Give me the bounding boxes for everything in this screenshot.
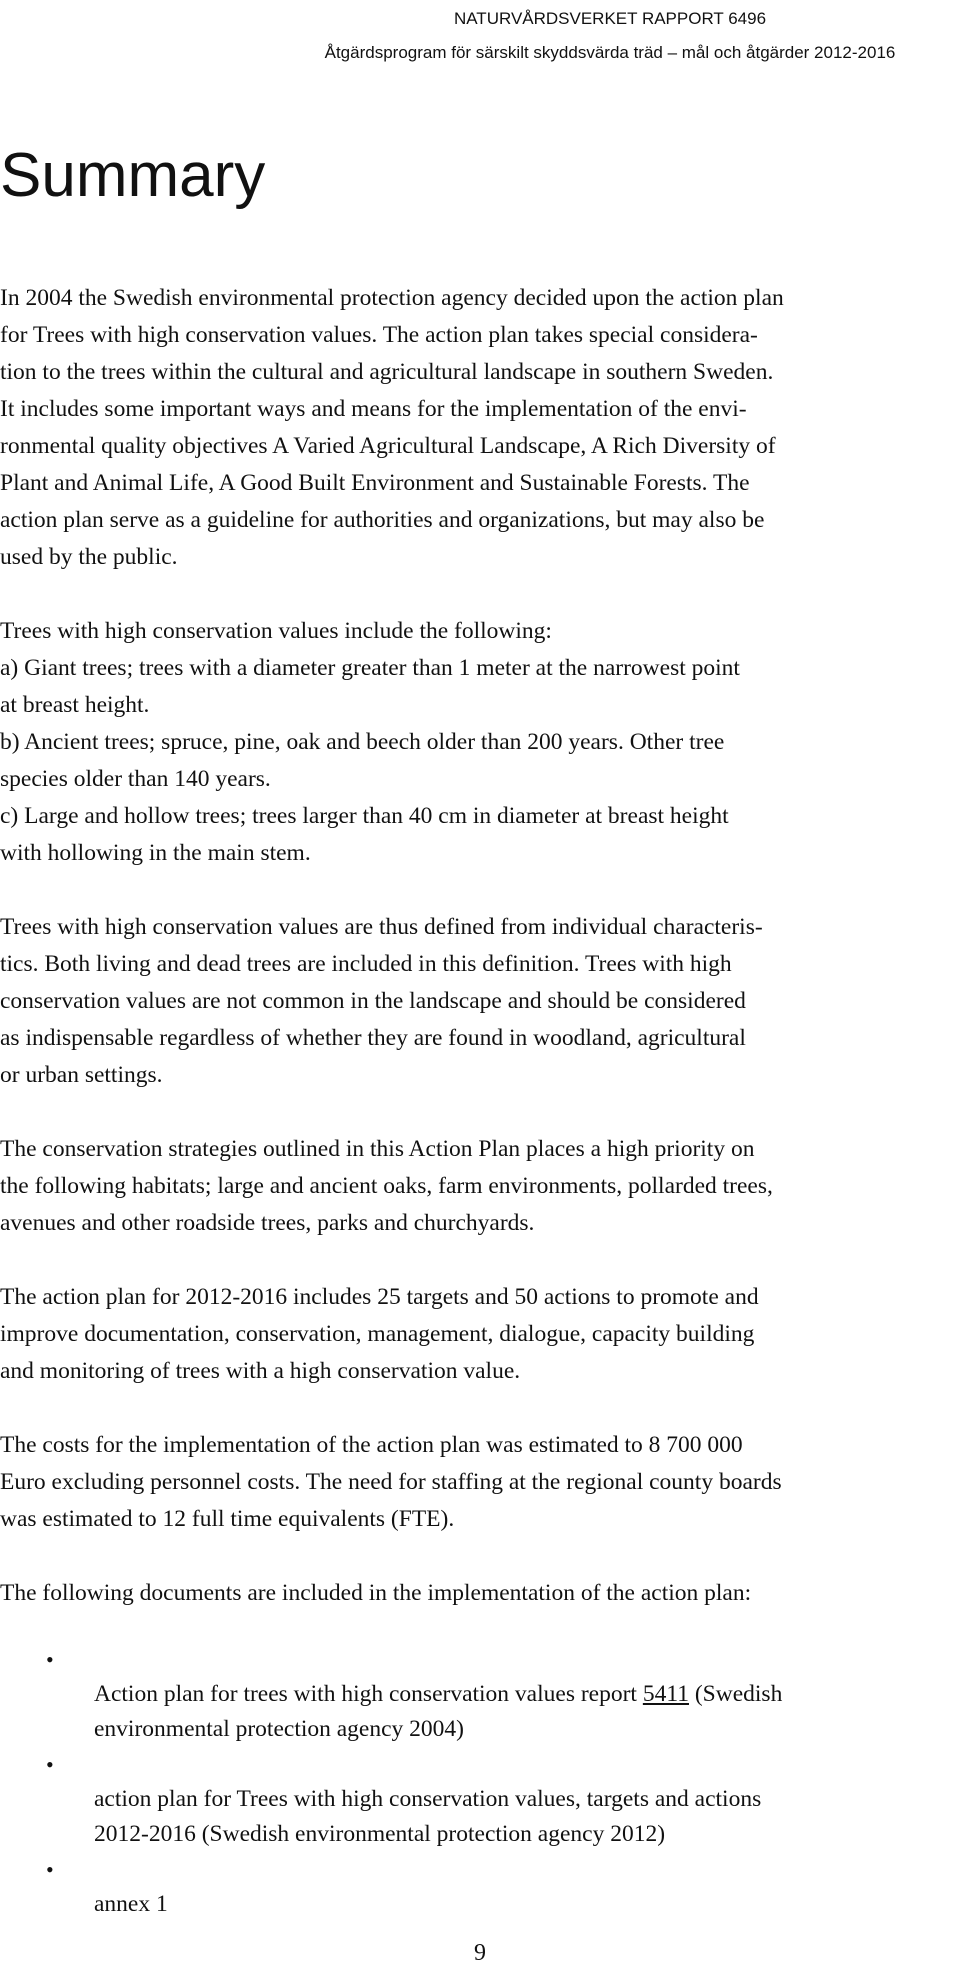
doc-1-text-end: (Swedish environmental protection agency 2004) [94, 1681, 783, 1742]
list-item [0, 1642, 960, 1747]
criterion-giant-trees: a) Giant trees; trees with a diameter greater than 1 meter at the narrowest point at breast height. [0, 655, 740, 718]
criteria-intro: Trees with high conservation values include the following: [0, 618, 552, 644]
targets-paragraph: The action plan for 2012-2016 includes 25 targets and 50 actions to promote and improve documentation, conservation, management, dialogue, capacity building and monitoring of trees with a high conservation value. [0, 1284, 759, 1384]
intro-paragraph: In 2004 the Swedish environmental protection agency decided upon the action plan for Trees with high conservation values. The action plan takes special considera- tion to the trees within the cultural and agricultural landscape in southern Sweden. It includes some important ways and means for the implementation of the envi- ronmental quality objectives A Varied Agricultural Landscape, A Rich Diversity of Plant and Animal Life, A Good Built Environment and Sustainable Forests. The action plan serve as a guideline for authorities and organizations, but may also be used by the public. [0, 285, 784, 570]
criterion-hollow-trees: c) Large and hollow trees; trees larger than 40 cm in diameter at breast height with hollowing in the main stem. [0, 803, 729, 866]
documents-intro: The following documents are included in the implementation of the action plan: [0, 1580, 752, 1606]
bullet-icon: • [46, 1857, 54, 1882]
report-5411-link[interactable]: 5411 [642, 1681, 689, 1707]
costs-paragraph: The costs for the implementation of the action plan was estimated to 8 700 000 Euro excluding personnel costs. The need for staffing at the regional county boards was estimated to 12 full time equivalents (FTE). [0, 1432, 782, 1532]
report-id: NATURVÅRDSVERKET RAPPORT 6496 [453, 9, 767, 28]
running-header [260, 2, 960, 70]
strategies-paragraph: The conservation strategies outlined in this Action Plan places a high priority on the following habitats; large and ancient oaks, farm environments, pollarded trees, avenues and other roadside trees, parks and churchyards. [0, 1136, 773, 1236]
definition-paragraph: Trees with high conservation values are thus defined from individual characteris- tics. Both living and dead trees are included in this definition. Trees with high conservation values are not common in the landscape and should be considered as indispensable regardless of whether they are found in woodland, agricultural or urban settings. [0, 914, 763, 1088]
page-number: 9 [474, 1940, 486, 1966]
list-item [0, 1852, 960, 1922]
report-subtitle: Åtgärdsprogram för särskilt skyddsvärda träd – mål och åtgärder 2012-2016 [324, 43, 896, 62]
bullet-icon: • [46, 1752, 54, 1777]
summary-body [0, 280, 960, 1922]
criteria-block [0, 613, 960, 872]
doc-1-text: Action plan for trees with high conservation values report [94, 1681, 643, 1707]
documents-list [0, 1642, 960, 1922]
doc-3-text: annex 1 [94, 1891, 168, 1917]
bullet-icon: • [46, 1647, 54, 1672]
criterion-ancient-trees: b) Ancient trees; spruce, pine, oak and beech older than 200 years. Other tree species older than 140 years. [0, 729, 725, 792]
doc-2-text: action plan for Trees with high conservation values, targets and actions 2012-2016 (Swedish environmental protection agency 2012) [94, 1786, 762, 1847]
page-title: Summary [0, 141, 266, 210]
list-item [0, 1747, 960, 1852]
